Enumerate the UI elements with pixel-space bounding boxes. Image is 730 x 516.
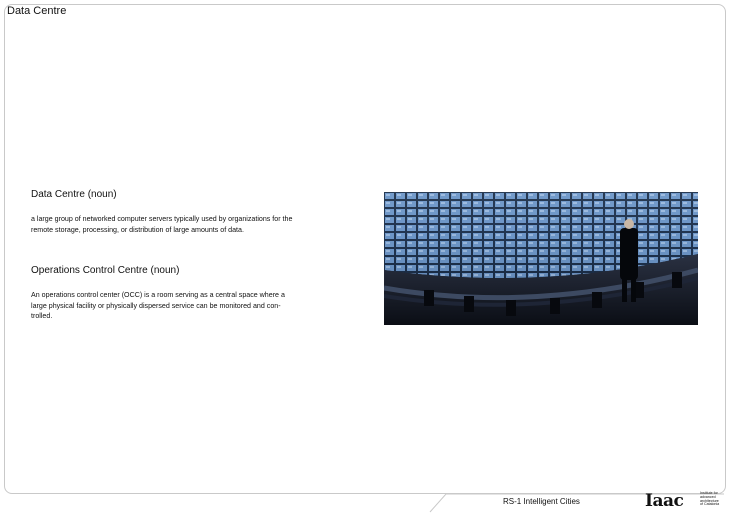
- iaac-logo: Iaac: [645, 491, 684, 511]
- body-line: remote storage, processing, or distribution of large amounts of data.: [31, 225, 244, 234]
- course-label: RS-1 Intelligent Cities: [503, 497, 580, 506]
- slide-title: Data Centre: [7, 5, 67, 17]
- body-line: a large group of networked computer servers typically used by organizations for the: [31, 215, 293, 223]
- iaac-logo-subtitle: Institute for advanced architecture of Catalonia: [700, 491, 720, 507]
- body-line: large physical facility or physically dispersed service can be monitored and con-: [31, 301, 281, 310]
- body-line: An operations control center (OCC) is a room serving as a central space where a: [31, 291, 285, 299]
- section-heading-data-centre: Data Centre (noun): [31, 189, 117, 200]
- section-heading-operations-control-centre: Operations Control Centre (noun): [31, 265, 180, 276]
- body-line: trolled.: [31, 312, 53, 320]
